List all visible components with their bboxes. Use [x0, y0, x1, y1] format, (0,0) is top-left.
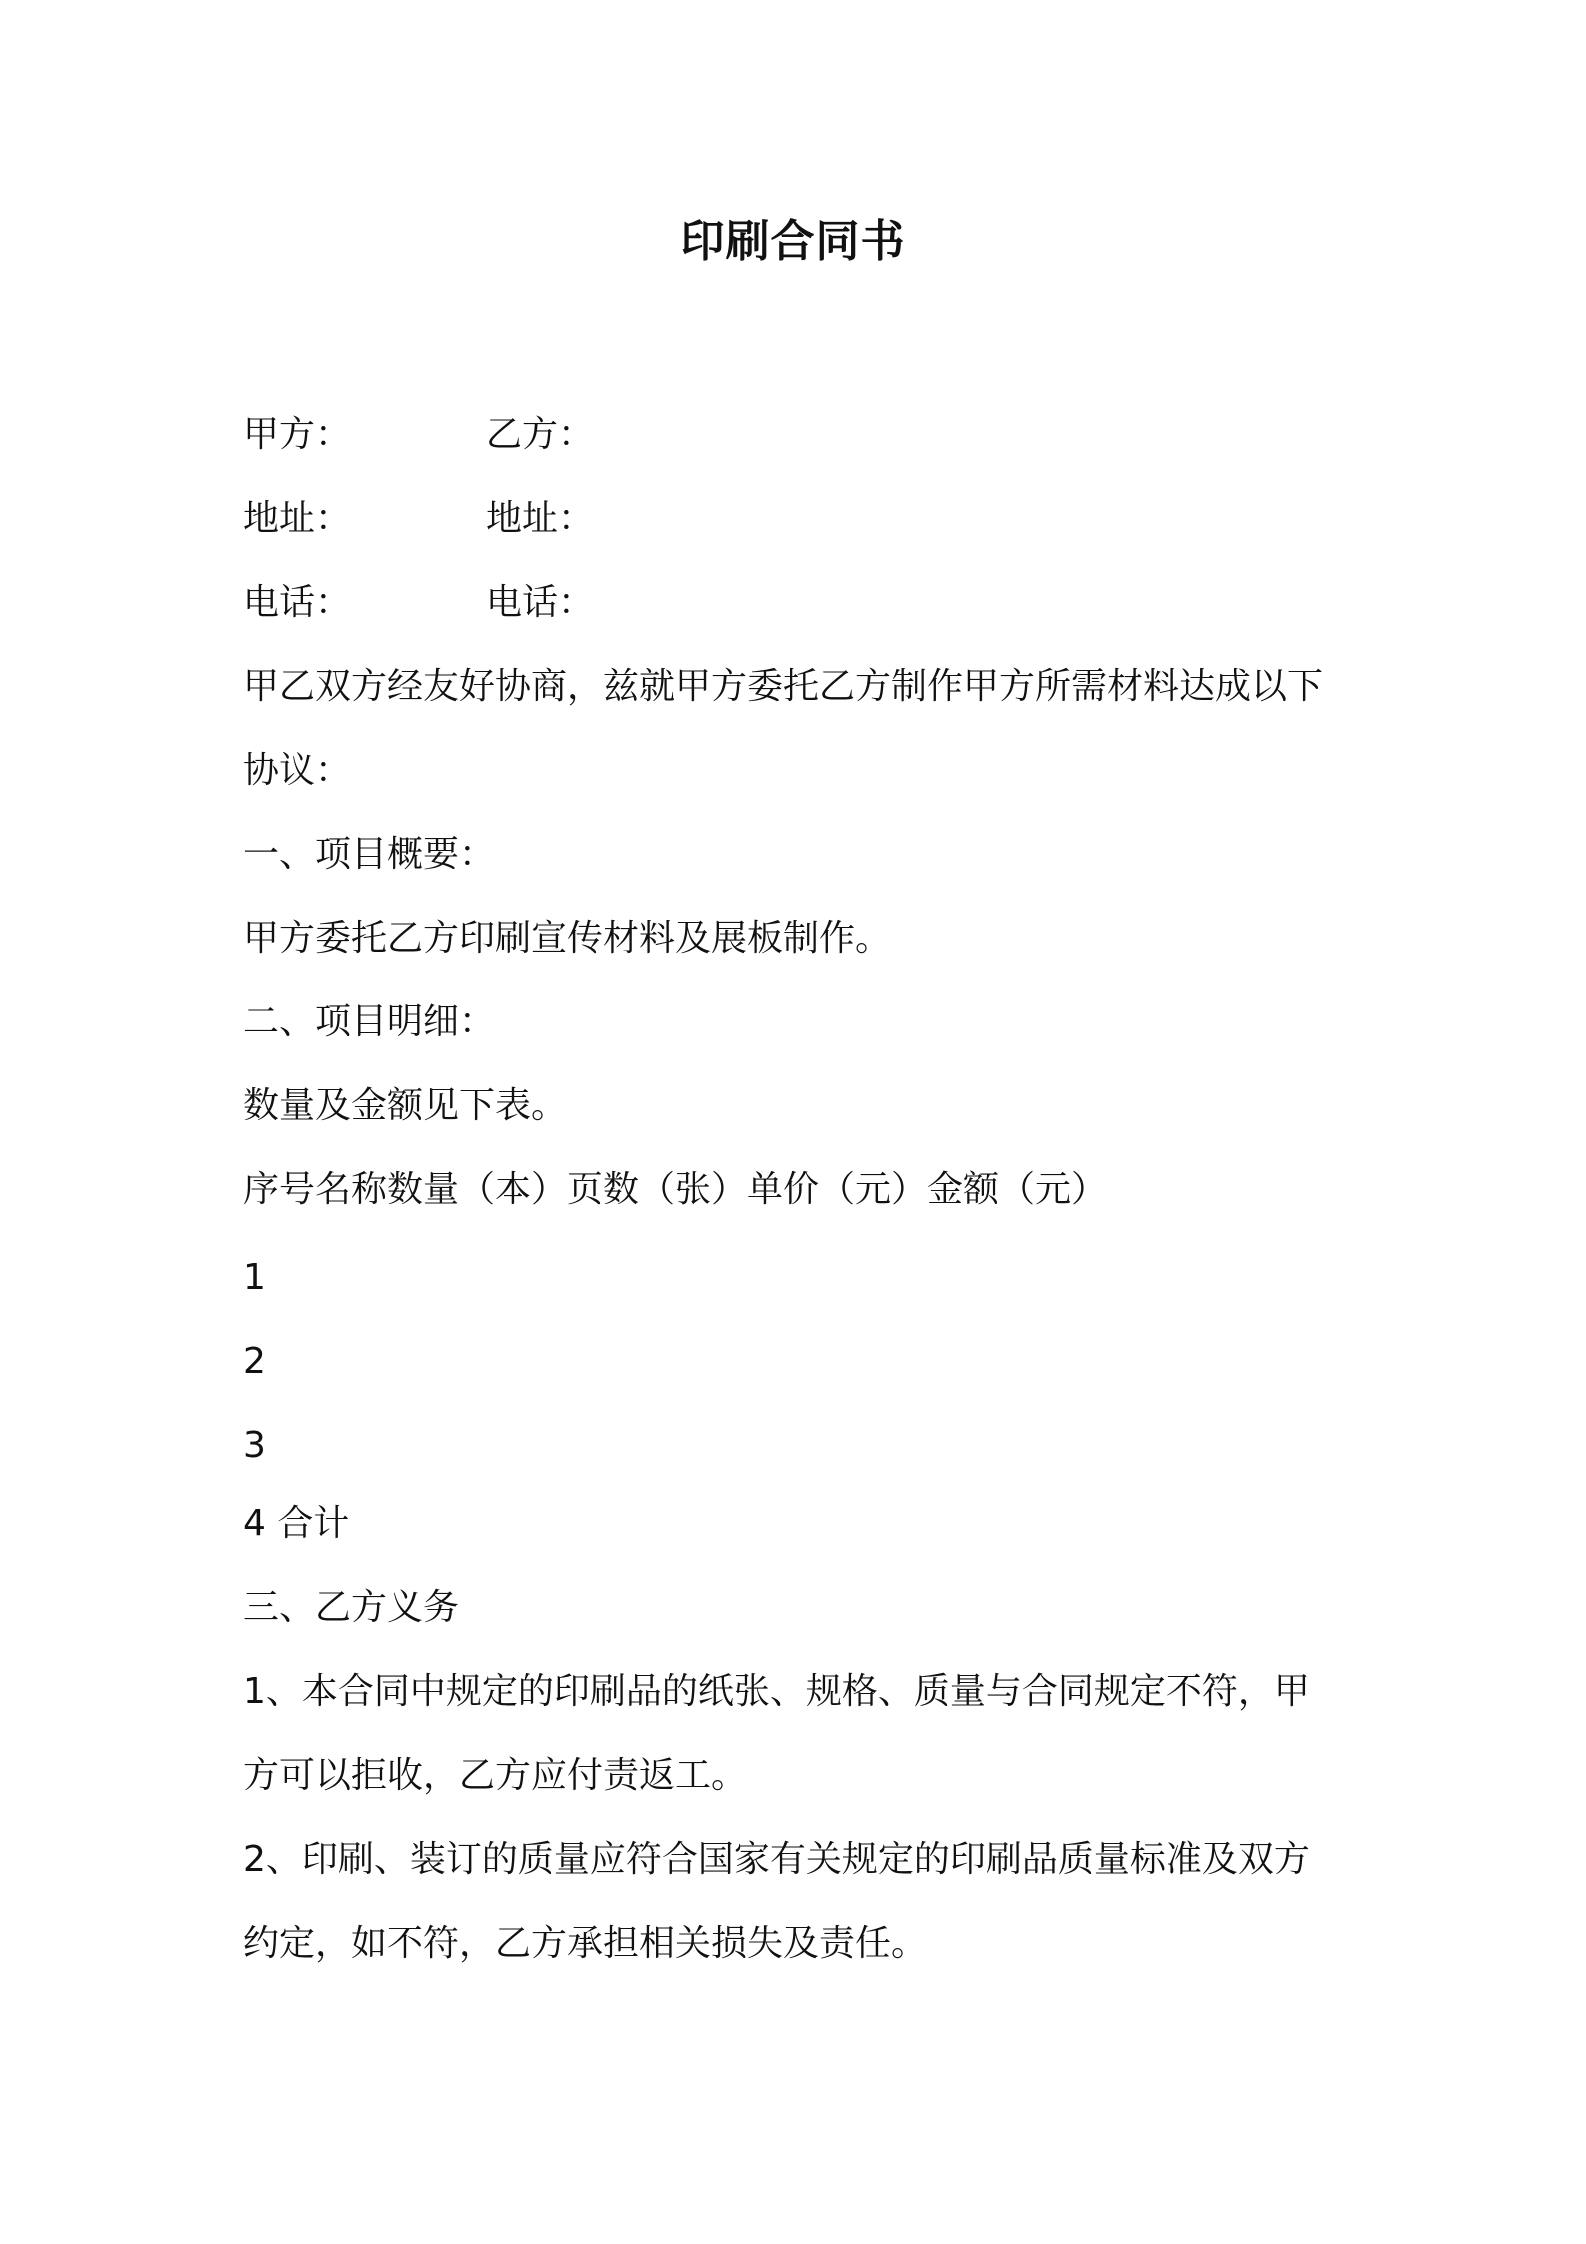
section-2-heading: 二、项目明细：	[243, 1001, 496, 1042]
table-row: 1	[243, 1257, 266, 1298]
clause-1-line-1: 1、本合同中规定的印刷品的纸张、规格、质量与合同规定不符，甲	[243, 1671, 1310, 1712]
section-2-text: 数量及金额见下表。	[243, 1085, 568, 1126]
phone-b-label: 电话：	[486, 582, 595, 623]
phone-a-label: 电话：	[243, 582, 352, 623]
clause-1-line-2: 方可以拒收，乙方应付责返工。	[243, 1755, 748, 1796]
clause-2-line-1: 2、印刷、装订的质量应符合国家有关规定的印刷品质量标准及双方	[243, 1839, 1310, 1880]
table-total-row: 4 合计	[243, 1503, 350, 1544]
party-b-label: 乙方：	[486, 414, 595, 455]
clause-2-line-2: 约定，如不符，乙方承担相关损失及责任。	[243, 1923, 928, 1964]
section-1-heading: 一、项目概要：	[243, 834, 496, 875]
section-1-text: 甲方委托乙方印刷宣传材料及展板制作。	[243, 918, 892, 959]
page-title: 印刷合同书	[680, 216, 906, 267]
intro-line-2: 协议：	[243, 750, 352, 791]
table-header: 序号名称数量（本）页数（张）单价（元）金额（元）	[243, 1169, 1108, 1210]
address-a-label: 地址：	[243, 498, 352, 539]
party-a-label: 甲方：	[243, 414, 352, 455]
table-row: 3	[243, 1425, 266, 1466]
table-row: 2	[243, 1341, 266, 1382]
address-b-label: 地址：	[486, 498, 595, 539]
section-3-heading: 三、乙方义务	[243, 1587, 460, 1628]
intro-line-1: 甲乙双方经友好协商，兹就甲方委托乙方制作甲方所需材料达成以下	[243, 666, 1324, 707]
